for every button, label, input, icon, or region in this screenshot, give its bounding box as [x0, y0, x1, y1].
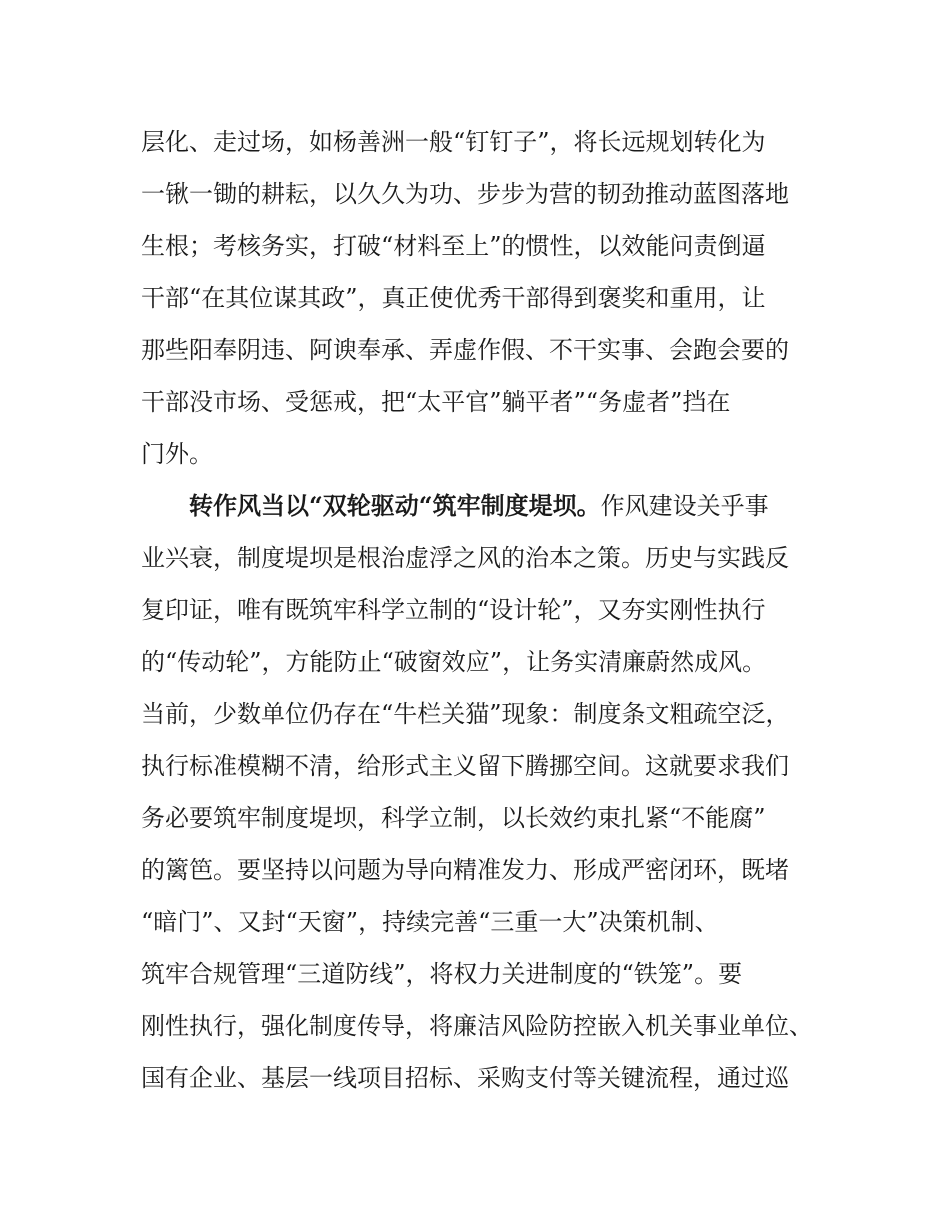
- paragraph-2-first-line: [189, 486, 831, 526]
- paragraph-2-line: 当前，少数单位仍存在“牛栏关猫”现象：制度条文粗疏空泛，: [141, 700, 790, 728]
- paragraph-1-line: 门外。: [141, 440, 213, 468]
- paragraph-2-line: 筑牢合规管理“三道防线”，将权力关进制度的“铁笼”。要: [141, 960, 743, 988]
- paragraph-1-line: 干部“在其位谋其政”，真正使优秀干部得到褒奖和重用，让: [141, 284, 766, 312]
- paragraph-2-first-line-rest: 作风建设关乎事: [600, 492, 769, 520]
- paragraph-1-line: 一锹一锄的耕耘，以久久为功、步步为营的韧劲推动蓝图落地: [141, 180, 789, 208]
- paragraph-2-line: 国有企业、基层一线项目招标、采购支付等关键流程，通过巡: [141, 1064, 789, 1092]
- paragraph-2-line: 务必要筑牢制度堤坝，科学立制，以长效约束扎紧“不能腐”: [141, 804, 766, 832]
- paragraph-2-line: 的篱笆。要坚持以问题为导向精准发力、形成严密闭环，既堵: [141, 856, 789, 884]
- paragraph-2-line: 复印证，唯有既筑牢科学立制的“设计轮”，又夯实刚性执行: [141, 596, 766, 624]
- paragraph-1-line: 干部没市场、受惩戒，把“太平官”躺平者”“务虚者”挡在: [141, 388, 731, 416]
- paragraph-2-heading: 转作风当以“双轮驱动“筑牢制度堤坝。: [189, 491, 601, 520]
- paragraph-2-line: 业兴衰，制度堤坝是根治虚浮之风的治本之策。历史与实践反: [141, 544, 789, 572]
- paragraph-2-line: “暗门”、又封“天窗”，持续完善“三重一大”决策机制、: [141, 908, 719, 936]
- paragraph-2-line: 的“传动轮”，方能防止“破窗效应”，让务实清廉蔚然成风。: [141, 648, 767, 676]
- paragraph-1-line: 层化、走过场，如杨善洲一般“钉钉子”，将长远规划转化为: [141, 128, 766, 156]
- paragraph-1-line: 那些阳奉阴违、阿谀奉承、弄虚作假、不干实事、会跑会要的: [141, 336, 789, 364]
- paragraph-2-line: 执行标准模糊不清，给形式主义留下腾挪空间。这就要求我们: [141, 752, 789, 780]
- paragraph-1-line: 生根；考核务实，打破“材料至上”的惯性，以效能问责倒逼: [141, 232, 766, 260]
- paragraph-2-line: 刚性执行，强化制度传导，将廉洁风险防控嵌入机关事业单位、: [141, 1012, 813, 1040]
